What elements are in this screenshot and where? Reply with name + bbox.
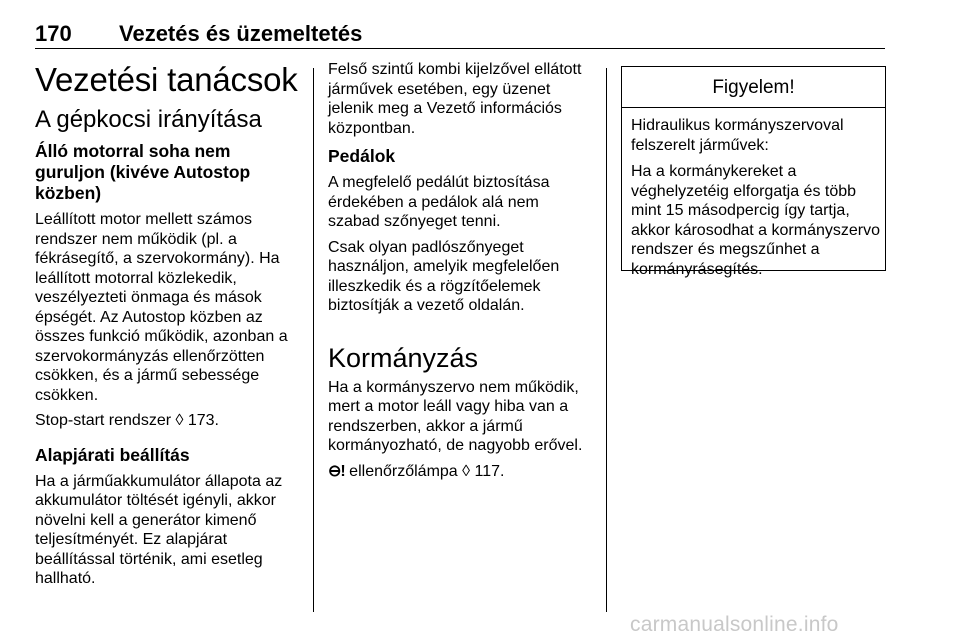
section-title: Vezetés és üzemeltetés	[119, 21, 363, 46]
heading-idle-setting: Alapjárati beállítás	[35, 444, 190, 465]
paragraph-steering: Ha a kormányszervo nem működik, mert a motor leáll vagy hiba van a rendszerben, akkor a jármű kormányozható, de nagyobb erővel.	[328, 378, 583, 454]
paragraph-idle: Ha a járműakkumulátor állapota az akkumulátor töltését igényli, akkor növelni kell a generátor kimenő teljesítményét. Ez alapjárat beállítással történik, ami esetleg hallható.	[35, 472, 283, 587]
paragraph-driver-info: Felső szintű kombi kijelzővel ellátott járművek esetében, egy üzenet jelenik meg a Vezető információs központban.	[328, 61, 582, 137]
column-divider-1	[313, 68, 314, 612]
warning-paragraph-1: Hidraulikus kormányszervoval felszerelt járművek:	[631, 117, 844, 154]
heading-no-coasting: Álló motorral soha nem guruljon (kivéve Autostop közben)	[35, 141, 251, 203]
heading-steering: Kormányzás	[328, 342, 479, 373]
warning-paragraph-2: Ha a kormánykereket a véghelyzetéig elforgatja és több mint 15 másodpercig így tartja, akkor károsodhat a kormányszervo rendszer és megszűnhet a kormányrásegítés.	[631, 163, 880, 278]
warning-body	[622, 108, 885, 279]
paragraph-pedals-2: Csak olyan padlószőnyeget használjon, amelyik megfelelően illeszkedik és a rögzítőelemek biztosítják a vezető oldalán.	[328, 238, 560, 314]
column-left	[35, 60, 303, 595]
page-number: 170	[35, 21, 72, 46]
subtitle-vehicle-control: A gépkocsi irányítása	[35, 106, 262, 133]
warning-box	[621, 66, 886, 278]
watermark: carmanualsonline.info	[630, 613, 839, 636]
xref-stop-start: Stop-start rendszer ◊ 173.	[35, 412, 219, 429]
column-middle	[328, 60, 590, 487]
paragraph-pedals-1: A megfelelő pedálút biztosítása érdekében a pedálok alá nem szabad szőnyeget tenni.	[328, 174, 550, 230]
paragraph-engine-off: Leállított motor mellett számos rendszer nem működik (pl. a fékrásegítő, a szervokormány). Ha leállított motorral közlekedik, veszélyezteti önmaga és mások épségét. Az Autostop közben az összes funkció működik, azonban a szervokormányzás ellenőrzötten csökken, és a jármű sebessége csökken.	[35, 211, 288, 404]
heading-pedals: Pedálok	[328, 146, 396, 166]
warning-title: Figyelem!	[622, 67, 885, 108]
column-divider-2	[606, 68, 607, 612]
page-title: Vezetési tanácsok	[35, 61, 298, 98]
page-header	[35, 18, 885, 49]
steering-warning-icon: ⊖!	[328, 462, 345, 480]
xref-warning-light	[328, 462, 590, 482]
warning-light-text: ellenőrzőlámpa ◊ 117.	[344, 462, 505, 480]
